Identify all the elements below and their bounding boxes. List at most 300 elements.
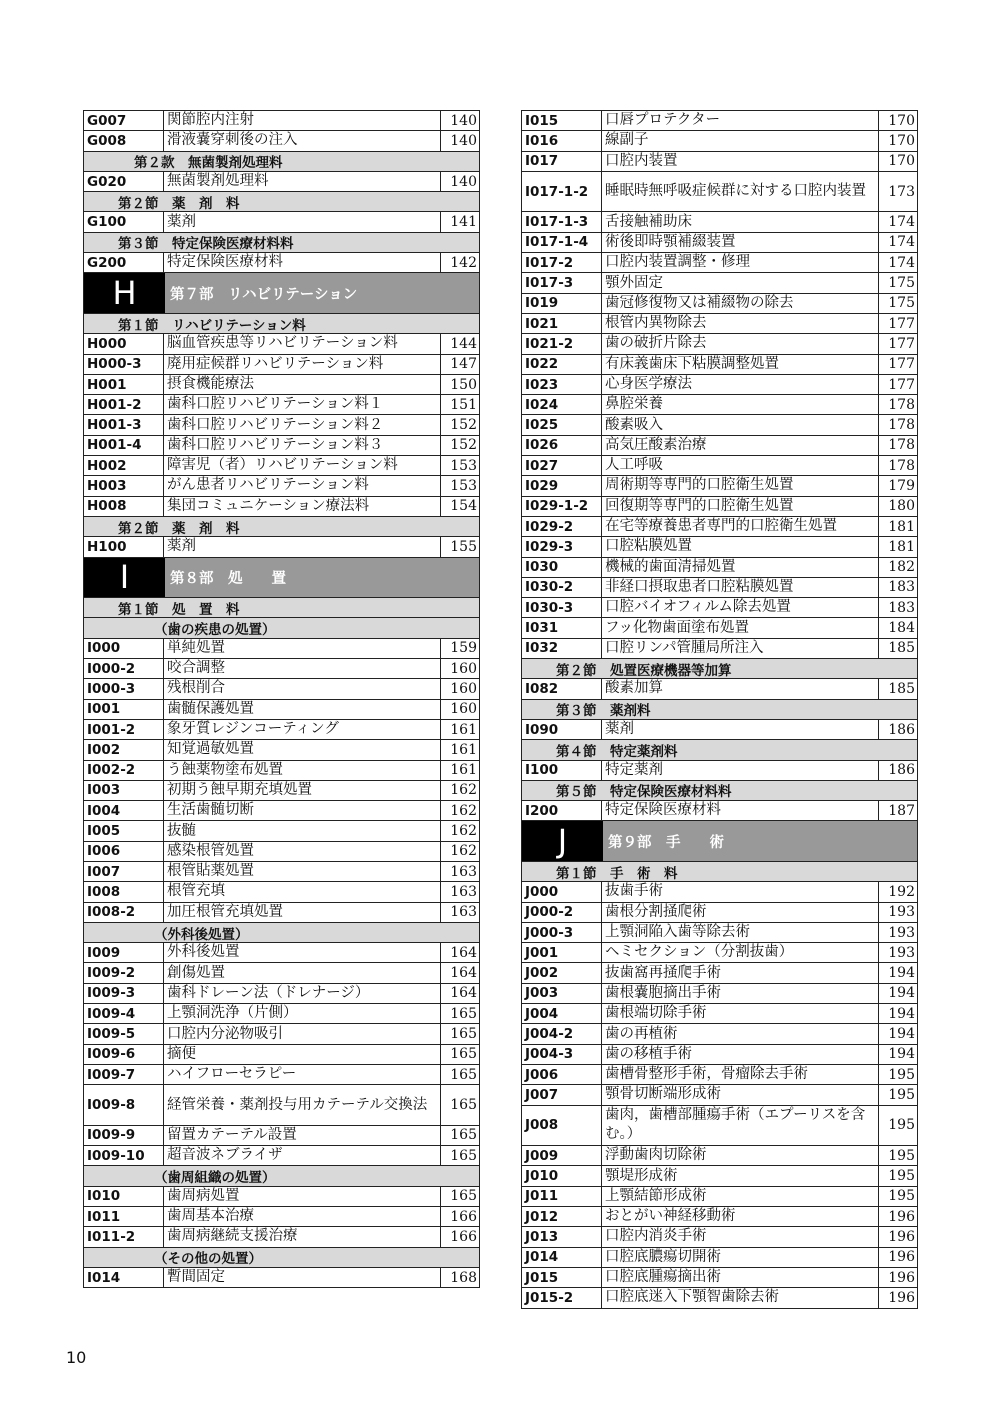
table-row (84, 497, 479, 517)
item-page: 173 (888, 183, 915, 200)
table-row (84, 415, 479, 435)
item-code: I026 (522, 436, 602, 455)
item-name: 口腔バイオフィルム除去処置 (602, 598, 879, 617)
table-row (84, 639, 479, 659)
part-title: 第９部 手 術 (608, 834, 724, 851)
item-name: 口腔底迷入下顎智歯除去術 (602, 1288, 879, 1307)
table-row (522, 253, 917, 273)
table-row (84, 131, 479, 151)
table-row (84, 720, 479, 740)
table-row (84, 1268, 479, 1288)
item-page: 196 (888, 1208, 915, 1225)
item-name: 障害児（者）リハビリテーション料 (164, 456, 441, 475)
item-name: 抜歯窩再掻爬手術 (602, 963, 879, 982)
item-name: 脳血管疾患等リハビリテーション料 (164, 334, 441, 353)
item-name: 抜髄 (164, 821, 441, 840)
item-name: 非経口摂取患者口腔粘膜処置 (602, 578, 879, 597)
item-page: 196 (888, 1228, 915, 1245)
table-row (84, 1126, 479, 1146)
part-header (522, 821, 917, 862)
item-name: 咬合調整 (164, 659, 441, 678)
table-row (84, 679, 479, 699)
item-name: 生活歯髄切断 (164, 801, 441, 820)
item-name: 象牙質レジンコーティング (164, 720, 441, 739)
item-code: I006 (84, 842, 164, 861)
table-row (84, 212, 479, 232)
item-name: 歯周病処置 (164, 1187, 441, 1206)
item-code: G008 (84, 131, 164, 150)
item-page: 165 (450, 1026, 477, 1042)
item-name: 薬剤 (164, 212, 441, 231)
part-header (84, 558, 479, 599)
section-header: （外科後処置） (84, 923, 479, 943)
table-row (84, 700, 479, 720)
item-name: 口腔底膿瘍切開術 (602, 1248, 879, 1267)
item-name: 留置カテーテル設置 (164, 1126, 441, 1145)
table-row (522, 1187, 917, 1207)
item-page: 162 (450, 843, 477, 860)
table-row (84, 456, 479, 476)
item-code: I008 (84, 882, 164, 901)
item-page: 187 (888, 802, 915, 819)
item-name: 歯科口腔リハビリテーション料３ (164, 436, 441, 455)
item-name: 初期う蝕早期充填処置 (164, 781, 441, 800)
item-name: 口腔粘膜処置 (602, 537, 879, 556)
item-code: I009-2 (84, 963, 164, 982)
item-page: 165 (450, 1066, 477, 1083)
item-name: おとがい神経移動術 (602, 1207, 879, 1226)
item-page: 196 (888, 1249, 915, 1266)
item-name: 経管栄養・薬剤投与用カテーテル交換法 (164, 1085, 441, 1125)
table-row (84, 862, 479, 882)
item-code: I011 (84, 1207, 164, 1226)
table-row (522, 415, 917, 435)
table-row (522, 375, 917, 395)
table-row (522, 436, 917, 456)
item-page: 186 (888, 762, 915, 779)
item-page: 194 (888, 965, 915, 982)
table-row (522, 212, 917, 232)
item-page: 140 (450, 112, 477, 129)
item-code: I100 (522, 761, 602, 780)
table-row (522, 882, 917, 902)
item-page: 193 (888, 904, 915, 921)
table-row (84, 1227, 479, 1247)
item-code: H001-2 (84, 395, 164, 414)
item-name: 浮動歯肉切除術 (602, 1146, 879, 1165)
item-name: 口腔内分泌物吸引 (164, 1024, 441, 1043)
item-name: 歯根嚢胞摘出手術 (602, 984, 879, 1003)
item-name: 歯の移植手術 (602, 1045, 879, 1064)
table-row (84, 781, 479, 801)
item-code: J001 (522, 943, 602, 962)
table-row (522, 395, 917, 415)
item-name: 有床義歯床下粘膜調整処置 (602, 355, 879, 374)
table-row (522, 476, 917, 496)
item-page: 194 (888, 1005, 915, 1022)
table-row (522, 679, 917, 699)
item-code: I030-3 (522, 598, 602, 617)
item-name: ハイフローセラピー (164, 1065, 441, 1084)
item-name: 線副子 (602, 131, 879, 150)
item-code: I000 (84, 639, 164, 658)
item-page: 196 (888, 1289, 915, 1306)
item-name: 歯根端切除手術 (602, 1004, 879, 1023)
item-code: J011 (522, 1187, 602, 1206)
table-row (522, 334, 917, 354)
table-row (522, 314, 917, 334)
item-page: 193 (888, 944, 915, 961)
item-name: 感染根管処置 (164, 842, 441, 861)
item-page: 165 (450, 1188, 477, 1205)
item-name: 創傷処置 (164, 963, 441, 982)
right-index-table (521, 110, 918, 1309)
item-code: I009 (84, 943, 164, 962)
item-name: 歯根分割掻爬術 (602, 903, 879, 922)
item-page: 195 (888, 1066, 915, 1083)
item-page: 195 (888, 1086, 915, 1103)
item-page: 194 (888, 1046, 915, 1063)
item-name: 周術期等専門的口腔衛生処置 (602, 476, 879, 495)
item-code: J003 (522, 984, 602, 1003)
section-header: （その他の処置） (84, 1248, 479, 1268)
item-page: 162 (450, 823, 477, 840)
item-page: 162 (450, 782, 477, 799)
item-code: J004-3 (522, 1045, 602, 1064)
item-code: J000-2 (522, 903, 602, 922)
section-header: 第３節 薬剤料 (522, 700, 917, 720)
part-letter: J (522, 821, 603, 861)
item-code: J000-3 (522, 923, 602, 942)
item-code: J010 (522, 1166, 602, 1185)
table-row (84, 882, 479, 902)
item-page: 193 (888, 924, 915, 941)
item-name: 歯科ドレーン法（ドレナージ） (164, 984, 441, 1003)
item-code: I021 (522, 314, 602, 333)
item-code: H002 (84, 456, 164, 475)
item-code: I025 (522, 415, 602, 434)
item-page: 181 (888, 538, 915, 555)
item-code: I000-2 (84, 659, 164, 678)
item-page: 161 (450, 721, 477, 738)
item-name: 薬剤 (602, 720, 879, 739)
item-name: 歯髄保護処置 (164, 700, 441, 719)
table-row (84, 476, 479, 496)
item-page: 142 (450, 254, 477, 271)
table-row (522, 598, 917, 618)
item-name: 歯槽骨整形手術，骨瘤除去手術 (602, 1065, 879, 1084)
item-code: H003 (84, 476, 164, 495)
item-name: 上顎洞陥入歯等除去術 (602, 923, 879, 942)
part-header (84, 273, 479, 314)
item-name: 歯周病継続支援治療 (164, 1227, 441, 1246)
item-name: 歯科口腔リハビリテーション料２ (164, 415, 441, 434)
item-page: 177 (888, 376, 915, 393)
item-page: 170 (888, 112, 915, 129)
item-code: I200 (522, 801, 602, 820)
item-name: 顎外固定 (602, 273, 879, 292)
item-code: I009-3 (84, 984, 164, 1003)
item-page: 163 (450, 883, 477, 900)
item-code: J000 (522, 882, 602, 901)
item-code: H008 (84, 497, 164, 516)
item-name: 口腔底腫瘍摘出術 (602, 1268, 879, 1287)
item-code: I023 (522, 375, 602, 394)
item-name: 超音波ネブライザ (164, 1146, 441, 1165)
table-row (522, 1024, 917, 1044)
item-code: I029 (522, 476, 602, 495)
item-page: 168 (450, 1269, 477, 1286)
item-name: 特定保険医療材料 (602, 801, 879, 820)
item-page: 170 (888, 153, 915, 170)
table-row (522, 456, 917, 476)
table-row (522, 1166, 917, 1186)
item-code: I029-1-2 (522, 497, 602, 516)
item-name: 口唇プロテクター (602, 111, 879, 130)
item-page: 155 (450, 538, 477, 555)
item-page: 178 (888, 437, 915, 454)
item-code: I005 (84, 821, 164, 840)
item-name: 機械的歯面清掃処置 (602, 558, 879, 577)
table-row (84, 1065, 479, 1085)
item-page: 184 (888, 620, 915, 637)
item-code: I016 (522, 131, 602, 150)
table-row (522, 963, 917, 983)
item-name: う蝕薬物塗布処置 (164, 761, 441, 780)
table-row (522, 233, 917, 253)
item-name: 残根削合 (164, 679, 441, 698)
table-row (84, 821, 479, 841)
item-name: 集団コミュニケーション療法料 (164, 497, 441, 516)
table-row (522, 801, 917, 821)
item-code: I017-2 (522, 253, 602, 272)
table-row (84, 355, 479, 375)
item-page: 195 (888, 1147, 915, 1164)
item-page: 178 (888, 396, 915, 413)
item-page: 152 (450, 437, 477, 454)
section-header: 第３節 特定保険医療材料料 (84, 233, 479, 253)
item-code: I030 (522, 558, 602, 577)
item-code: I022 (522, 355, 602, 374)
item-name: 滑液嚢穿刺後の注入 (164, 131, 441, 150)
item-page: 195 (888, 1168, 915, 1185)
item-code: I015 (522, 111, 602, 130)
item-page: 178 (888, 457, 915, 474)
item-code: I009-6 (84, 1045, 164, 1064)
part-letter: I (84, 558, 165, 598)
item-page: 160 (450, 660, 477, 677)
item-page: 141 (450, 214, 477, 231)
item-page: 160 (450, 701, 477, 718)
item-code: J007 (522, 1085, 602, 1104)
item-name: 暫間固定 (164, 1268, 441, 1287)
item-code: I004 (84, 801, 164, 820)
item-page: 186 (888, 721, 915, 738)
item-code: I017-1-3 (522, 212, 602, 231)
table-row (522, 172, 917, 213)
item-page: 159 (450, 640, 477, 657)
item-name: 歯周基本治療 (164, 1207, 441, 1226)
table-row (522, 355, 917, 375)
item-page: 163 (450, 863, 477, 880)
item-code: G200 (84, 253, 164, 272)
item-page: 185 (888, 640, 915, 657)
item-page: 153 (450, 457, 477, 474)
item-page: 177 (888, 315, 915, 332)
item-code: I024 (522, 395, 602, 414)
table-row (84, 1045, 479, 1065)
item-name: 外科後処置 (164, 943, 441, 962)
item-name: 歯肉，歯槽部腫瘍手術（エプーリスを含む。） (602, 1106, 879, 1146)
table-row (522, 1268, 917, 1288)
table-row (84, 1146, 479, 1166)
table-row (84, 842, 479, 862)
item-name: 根管貼薬処置 (164, 862, 441, 881)
item-code: J004 (522, 1004, 602, 1023)
table-row (522, 578, 917, 598)
item-page: 144 (450, 335, 477, 352)
item-page: 150 (450, 376, 477, 393)
table-row (522, 111, 917, 131)
table-row (522, 517, 917, 537)
table-row (522, 1045, 917, 1065)
item-name: 加圧根管充填処置 (164, 903, 441, 922)
item-code: G020 (84, 172, 164, 191)
item-name: がん患者リハビリテーション料 (164, 476, 441, 495)
item-name: 廃用症候群リハビリテーション料 (164, 355, 441, 374)
item-name: 特定保険医療材料 (164, 253, 441, 272)
table-row (84, 1207, 479, 1227)
section-header: 第２節 処置医療機器等加算 (522, 659, 917, 679)
table-row (84, 659, 479, 679)
item-page: 164 (450, 965, 477, 982)
item-code: I031 (522, 618, 602, 637)
item-code: I017 (522, 152, 602, 171)
item-name: 歯の再植術 (602, 1024, 879, 1043)
item-page: 163 (450, 904, 477, 921)
item-name: 薬剤 (164, 537, 441, 556)
table-row (522, 903, 917, 923)
item-page: 194 (888, 1026, 915, 1042)
table-row (84, 375, 479, 395)
item-page: 161 (450, 762, 477, 779)
item-page: 192 (888, 883, 915, 900)
item-name: 口腔内消炎手術 (602, 1227, 879, 1246)
item-page: 165 (450, 1127, 477, 1144)
table-row (522, 618, 917, 638)
item-name: 術後即時顎補綴装置 (602, 233, 879, 252)
item-page: 154 (450, 498, 477, 515)
section-header: 第１節 手 術 料 (522, 862, 917, 882)
item-code: H001-3 (84, 415, 164, 434)
table-row (84, 984, 479, 1004)
item-code: I017-1-2 (522, 172, 602, 212)
item-code: I017-1-4 (522, 233, 602, 252)
item-page: 175 (888, 275, 915, 292)
item-name: 在宅等療養患者専門的口腔衛生処置 (602, 517, 879, 536)
item-code: J009 (522, 1146, 602, 1165)
section-header: 第４節 特定薬剤料 (522, 740, 917, 760)
table-row (84, 943, 479, 963)
table-row (522, 1004, 917, 1024)
table-row (522, 558, 917, 578)
part-letter: H (84, 273, 165, 313)
item-page: 147 (450, 356, 477, 373)
item-code: I001 (84, 700, 164, 719)
table-row (84, 963, 479, 983)
item-code: I090 (522, 720, 602, 739)
item-name: 根管充填 (164, 882, 441, 901)
part-title: 第７部 リハビリテーション (170, 286, 358, 303)
item-code: H000 (84, 334, 164, 353)
item-code: J006 (522, 1065, 602, 1084)
table-row (522, 294, 917, 314)
item-name: 歯科口腔リハビリテーション料１ (164, 395, 441, 414)
item-name: 心身医学療法 (602, 375, 879, 394)
item-code: I029-2 (522, 517, 602, 536)
table-row (84, 537, 479, 557)
table-row (522, 984, 917, 1004)
section-header: 第１節 処 置 料 (84, 598, 479, 618)
item-code: J012 (522, 1207, 602, 1226)
item-name: 顎堤形成術 (602, 1166, 879, 1185)
item-code: I001-2 (84, 720, 164, 739)
table-row (522, 1085, 917, 1105)
item-page: 160 (450, 680, 477, 697)
item-code: J015 (522, 1268, 602, 1287)
item-page: 183 (888, 579, 915, 596)
table-row (522, 720, 917, 740)
item-page: 174 (888, 214, 915, 231)
item-page: 165 (450, 1046, 477, 1063)
item-code: I030-2 (522, 578, 602, 597)
table-row (522, 1288, 917, 1308)
item-name: 関節腔内注射 (164, 111, 441, 130)
table-row (522, 1248, 917, 1268)
item-page: 179 (888, 477, 915, 494)
item-code: I007 (84, 862, 164, 881)
item-name: 無菌製剤処理料 (164, 172, 441, 191)
table-row (522, 1065, 917, 1085)
section-header: 第２款 無菌製剤処理料 (84, 152, 479, 172)
item-name: 根管内異物除去 (602, 314, 879, 333)
section-header: 第２節 薬 剤 料 (84, 192, 479, 212)
item-page: 165 (450, 1005, 477, 1022)
item-code: I003 (84, 781, 164, 800)
table-row (522, 1207, 917, 1227)
item-page: 183 (888, 599, 915, 616)
section-header: 第２節 薬 剤 料 (84, 517, 479, 537)
item-code: I009-10 (84, 1146, 164, 1165)
item-code: J002 (522, 963, 602, 982)
item-page: 164 (450, 944, 477, 961)
item-code: J015-2 (522, 1288, 602, 1307)
table-row (84, 740, 479, 760)
table-row (522, 1227, 917, 1247)
table-row (84, 1004, 479, 1024)
table-row (522, 152, 917, 172)
item-page: 194 (888, 985, 915, 1002)
table-row (522, 1146, 917, 1166)
item-name: 酸素吸入 (602, 415, 879, 434)
table-row (84, 253, 479, 273)
item-name: 口腔内装置 (602, 152, 879, 171)
item-code: I027 (522, 456, 602, 475)
item-name: 摘便 (164, 1045, 441, 1064)
table-row (522, 761, 917, 781)
item-page: 164 (450, 985, 477, 1002)
item-code: I017-3 (522, 273, 602, 292)
